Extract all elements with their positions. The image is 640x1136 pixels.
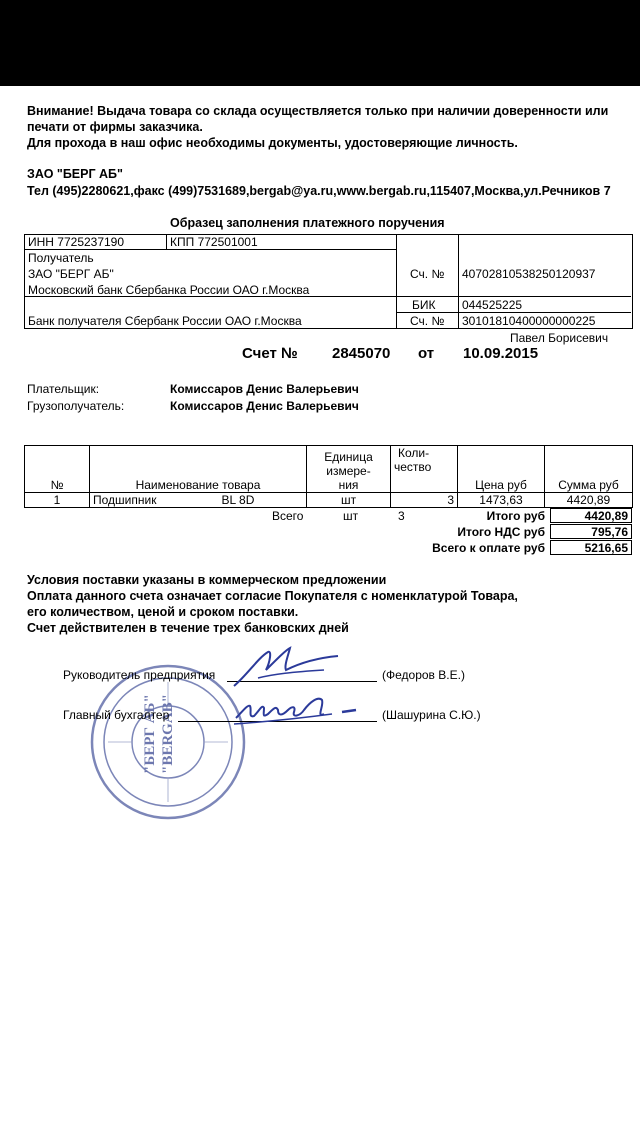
conditions-line-1: Условия поставки указаны в коммерческом предложении (27, 573, 387, 587)
invoice-date: 10.09.2015 (463, 345, 539, 362)
total-row-qty: 3 (398, 509, 405, 523)
corr-account-label: Сч. № (410, 314, 445, 328)
notice-line-1: Внимание! Выдача товара со склада осуществляется только при наличии доверенности или (27, 104, 609, 118)
col-sum-header: Сумма руб (545, 446, 633, 493)
conditions-line-3: его количеством, ценой и сроком поставки. (27, 605, 299, 619)
bik-label: БИК (412, 298, 436, 312)
payer-name: Комиссаров Денис Валерьевич (170, 382, 359, 396)
company-contacts: Тел (495)2280621,факс (499)7531689,bergab@ya.ru,www.bergab.ru,115407,Москва,ул.Речников 7 (27, 184, 611, 198)
recipient-bank-label: Банк получателя Сбербанк России ОАО г.Москва (28, 314, 302, 328)
inn: ИНН 7725237190 (28, 235, 125, 249)
accountant-signature-icon (232, 692, 367, 732)
account-number: 40702810538250120937 (462, 267, 596, 281)
top-status-bar (0, 0, 640, 86)
items-table-header (25, 446, 633, 493)
manager-name: Павел Борисевич (510, 331, 609, 345)
table-row: 1 Подшипник BL 8D шт 3 1473,63 4420,89 (25, 493, 633, 508)
recipient-label: Получатель (28, 251, 94, 265)
director-signature-icon (228, 644, 358, 692)
recipient-bank: Московский банк Сбербанка России ОАО г.Москва (28, 283, 310, 297)
notice-line-2: печати от фирмы заказчика. (27, 120, 203, 134)
invoice-label: Счет № (242, 345, 298, 362)
corr-account-number: 30101810400000000225 (462, 314, 596, 328)
col-name-header: Наименование товара (90, 446, 307, 493)
invoice-from: от (418, 345, 435, 362)
company-stamp (88, 662, 248, 822)
col-price-header: Цена руб (458, 446, 545, 493)
vat-value: 795,76 (550, 524, 632, 539)
payment-order-title: Образец заполнения платежного поручения (170, 216, 445, 230)
col-unit-header: Единица измере- ния (307, 446, 391, 493)
grand-total-value: 5216,65 (550, 540, 632, 555)
grand-total-label: Всего к оплате руб (432, 541, 545, 555)
items-table (24, 445, 633, 508)
director-label: Руководитель предприятия (63, 668, 216, 682)
company-name: ЗАО "БЕРГ АБ" (27, 167, 123, 181)
invoice-number: 2845070 (332, 345, 391, 362)
accountant-name: (Шашурина С.Ю.) (382, 708, 481, 722)
consignee-name: Комиссаров Денис Валерьевич (170, 399, 359, 413)
recipient-name: ЗАО "БЕРГ АБ" (28, 267, 114, 281)
accountant-label: Главный бухгалтер (63, 708, 170, 722)
total-row-label: Всего (272, 509, 304, 523)
total-value: 4420,89 (550, 508, 632, 523)
vat-label: Итого НДС руб (457, 525, 545, 539)
kpp: КПП 772501001 (170, 235, 258, 249)
col-qty-header: Коли- чество (391, 446, 458, 493)
stamp-text-1: "БЕРГ АБ" (142, 694, 158, 774)
consignee-label: Грузополучатель: (27, 399, 125, 413)
total-row-unit: шт (343, 509, 359, 523)
account-label: Сч. № (410, 267, 445, 281)
conditions-line-4: Счет действителен в течение трех банковских дней (27, 621, 349, 635)
stamp-text-2: "BERGAB" (160, 693, 176, 774)
payer-label: Плательщик: (27, 382, 100, 396)
col-num-header: № (25, 446, 90, 493)
notice-line-3: Для прохода в наш офис необходимы документы, удостоверяющие личность. (27, 136, 518, 150)
director-name: (Федоров В.Е.) (382, 668, 465, 682)
conditions-line-2: Оплата данного счета означает согласие Покупателя с номенклатурой Товара, (27, 589, 518, 603)
total-label: Итого руб (486, 509, 545, 523)
bik-value: 044525225 (462, 298, 523, 312)
